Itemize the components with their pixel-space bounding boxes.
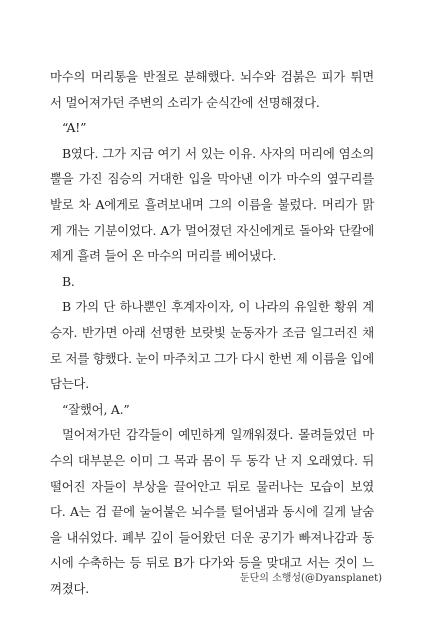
paragraph: “잘했어, A.” — [62, 401, 130, 417]
paragraph: 마수의 머리통을 반절로 분해했다. 뇌수와 검붉은 피가 튀면서 멀어져가던 주변의 소리가 순식간에 선명해졌다. — [50, 69, 374, 110]
story-text — [50, 64, 374, 601]
author-credit: 둔단의 소행성(@Dyansplanet) — [239, 573, 382, 584]
paragraph: B였다. 그가 지금 여기 서 있는 이유. 사자의 머리에 염소의 뿔을 가진 짐승의 거대한 입을 막아낸 이가 마수의 옆구리를 발로 차 A에게로 흘려보내며 그의 이름을 불렀다. 머리가 맑게 개는 기분이었다. A가 멀어졌던 자신에게로 돌아와 단칼에 제게 흘려 들어 온 마수의 머리를 베어냈다. — [50, 145, 374, 264]
paragraph: B. — [62, 273, 75, 289]
paragraph: “A!” — [62, 120, 87, 136]
paragraph: B 가의 단 하나뿐인 후계자이자, 이 나라의 유일한 황위 계승자. 반가면 아래 선명한 보랏빛 눈동자가 조금 일그러진 채로 저를 향했다. 눈이 마주치고 그가 다시 한번 제 이름을 입에 담는다. — [50, 299, 374, 392]
paragraph: 멀어져가던 감각들이 예민하게 일깨워졌다. 몰려들었던 마수의 대부분은 이미 그 목과 몸이 두 동각 난 지 오래였다. 뒤떨어진 자들이 부상을 끌어안고 뒤로 물러나는 모습이 보였다. A는 검 끝에 눌어붙은 뇌수를 털어냄과 동시에 길게 날숨을 내쉬었다. 폐부 깊이 들어왔던 더운 공기가 빠져나감과 동시에 수축하는 등 뒤로 B가 다가와 등을 맞대고 서는 것이 느껴졌다. — [50, 427, 374, 596]
